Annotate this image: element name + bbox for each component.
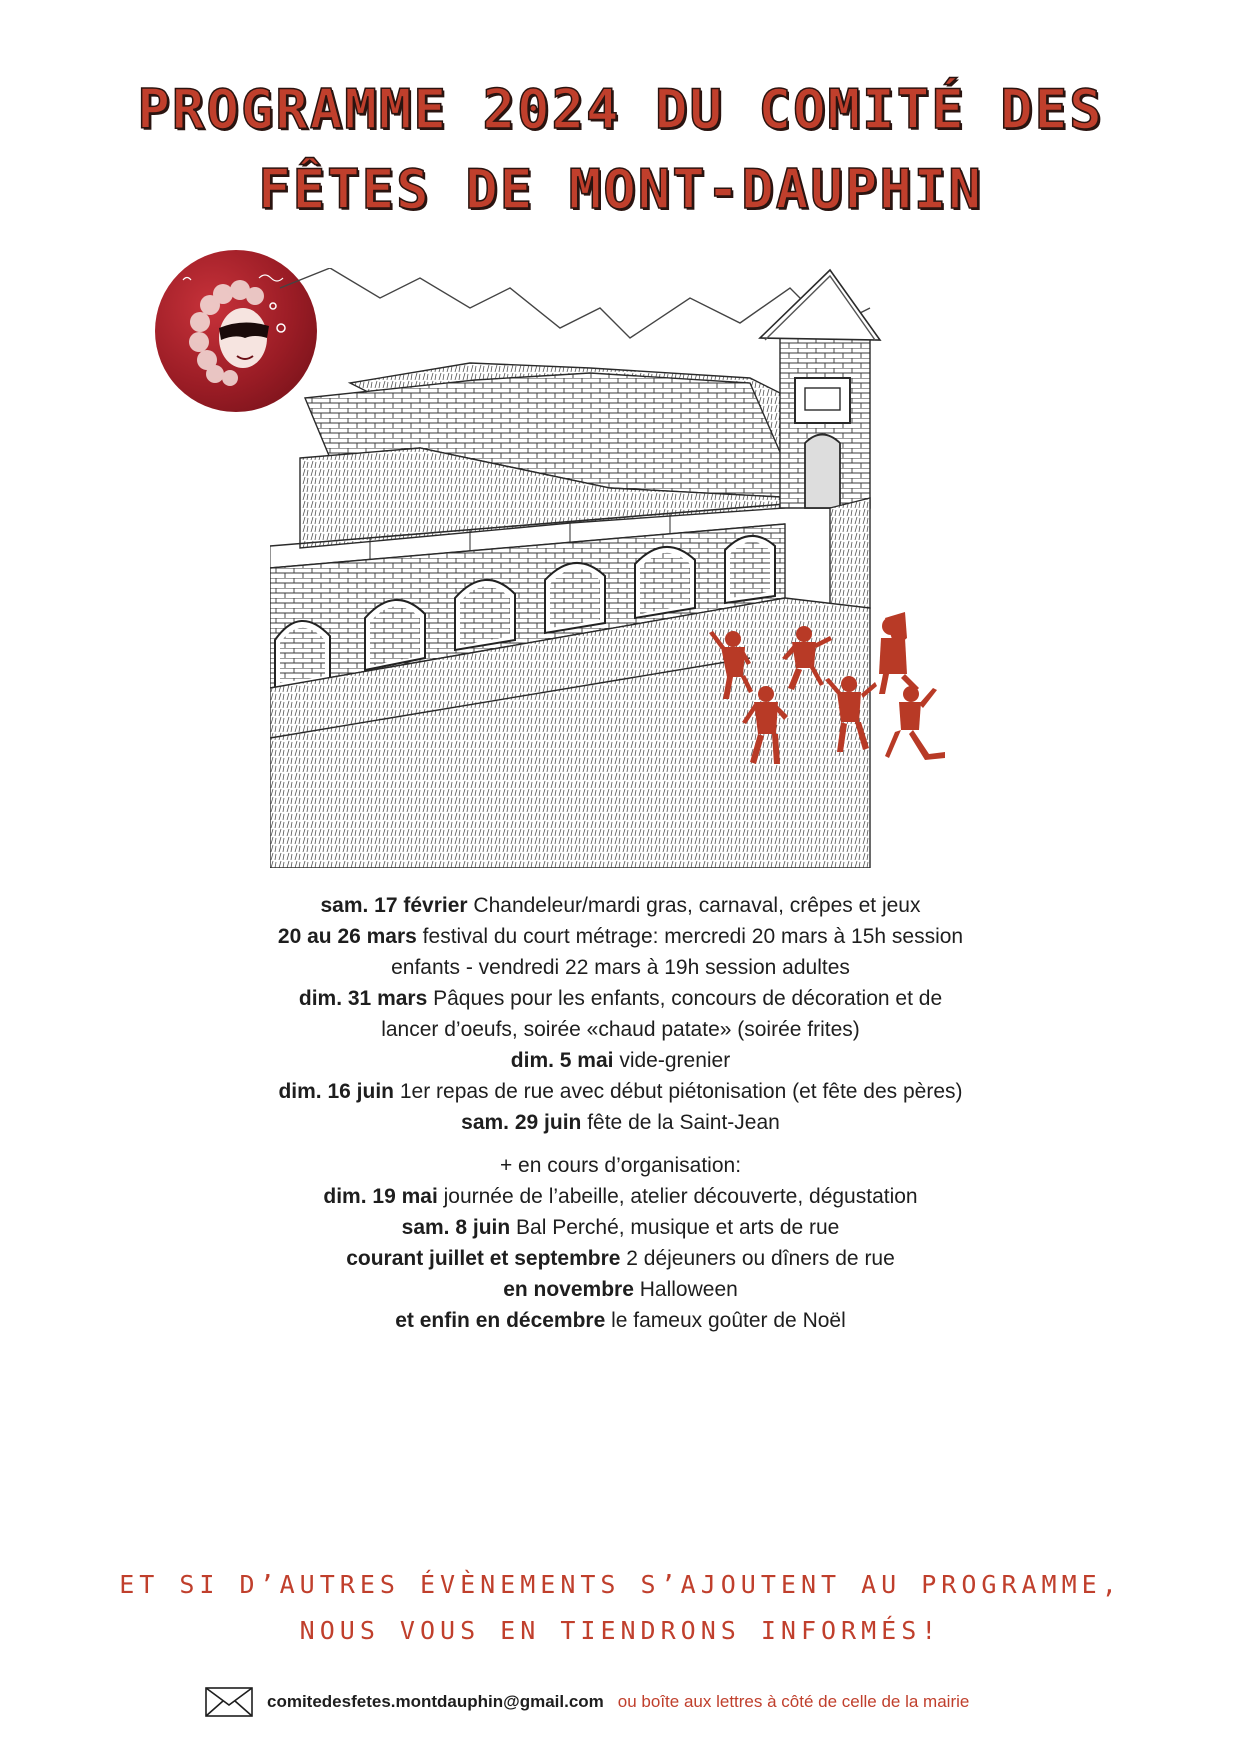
event-list [150, 890, 1091, 1336]
event-item [150, 890, 1091, 921]
upcoming-item [150, 1274, 1091, 1305]
event-date: sam. 17 février [320, 894, 468, 917]
event-text: Bal Perché, musique et arts de rue [510, 1216, 840, 1239]
closing-line-1: ET SI D’AUTRES ÉVÈNEMENTS S’AJOUTENT AU PROGRAMME, [119, 1570, 1122, 1599]
event-item [150, 1045, 1091, 1076]
event-text: festival du court métrage: mercredi 20 mars à 15h session [416, 925, 964, 948]
event-date: sam. 8 juin [401, 1216, 511, 1239]
event-date: courant juillet et septembre [346, 1247, 621, 1270]
event-text-continued: lancer d’oeufs, soirée «chaud patate» (soirée frites) [381, 1018, 860, 1041]
event-date: dim. 31 mars [298, 987, 428, 1010]
closing-note [0, 1562, 1241, 1654]
event-text: vide-grenier [613, 1049, 731, 1072]
event-date: dim. 19 mai [323, 1185, 438, 1208]
title-line-1: PROGRAMME 2024 DU COMITÉ DES [137, 78, 1104, 141]
event-text: Chandeleur/mardi gras, carnaval, crêpes et jeux [467, 894, 921, 917]
title-line-2: FÊTES DE MONT-DAUPHIN [258, 158, 983, 221]
contact-alternative: ou boîte aux lettres à côté de celle de la mairie [617, 1692, 970, 1711]
event-text: Pâques pour les enfants, concours de décoration et de [427, 987, 943, 1010]
fortress-and-dancers-drawing [270, 268, 1090, 868]
event-text: fête de la Saint-Jean [581, 1111, 780, 1134]
upcoming-item [150, 1305, 1091, 1336]
event-item [150, 983, 1091, 1045]
event-date: dim. 16 juin [278, 1080, 394, 1103]
event-text: 2 déjeuners ou dîners de rue [620, 1247, 895, 1270]
closing-line-2: NOUS VOUS EN TIENDRONS INFORMÉS! [299, 1616, 942, 1645]
event-item [150, 921, 1091, 983]
event-text: le fameux goûter de Noël [605, 1309, 846, 1332]
contact-line [205, 1686, 969, 1718]
event-item [150, 1076, 1091, 1107]
upcoming-item [150, 1243, 1091, 1274]
event-text-continued: enfants - vendredi 22 mars à 19h session adultes [391, 956, 850, 979]
event-text: journée de l’abeille, atelier découverte, dégustation [437, 1185, 918, 1208]
in-progress-heading: + en cours d’organisation: [499, 1154, 742, 1177]
page-title [0, 70, 1241, 230]
event-text: 1er repas de rue avec début piétonisation (et fête des pères) [394, 1080, 963, 1103]
event-date: dim. 5 mai [510, 1049, 614, 1072]
event-date: sam. 29 juin [461, 1111, 582, 1134]
upcoming-item [150, 1181, 1091, 1212]
envelope-icon [205, 1687, 253, 1717]
event-item [150, 1107, 1091, 1138]
contact-email-link[interactable]: comitedesfetes.montdauphin@gmail.com [267, 1692, 604, 1711]
event-date: et enfin en décembre [395, 1309, 606, 1332]
event-date: en novembre [503, 1278, 634, 1301]
event-date: 20 au 26 mars [277, 925, 417, 948]
event-text: Halloween [633, 1278, 738, 1301]
upcoming-item [150, 1212, 1091, 1243]
